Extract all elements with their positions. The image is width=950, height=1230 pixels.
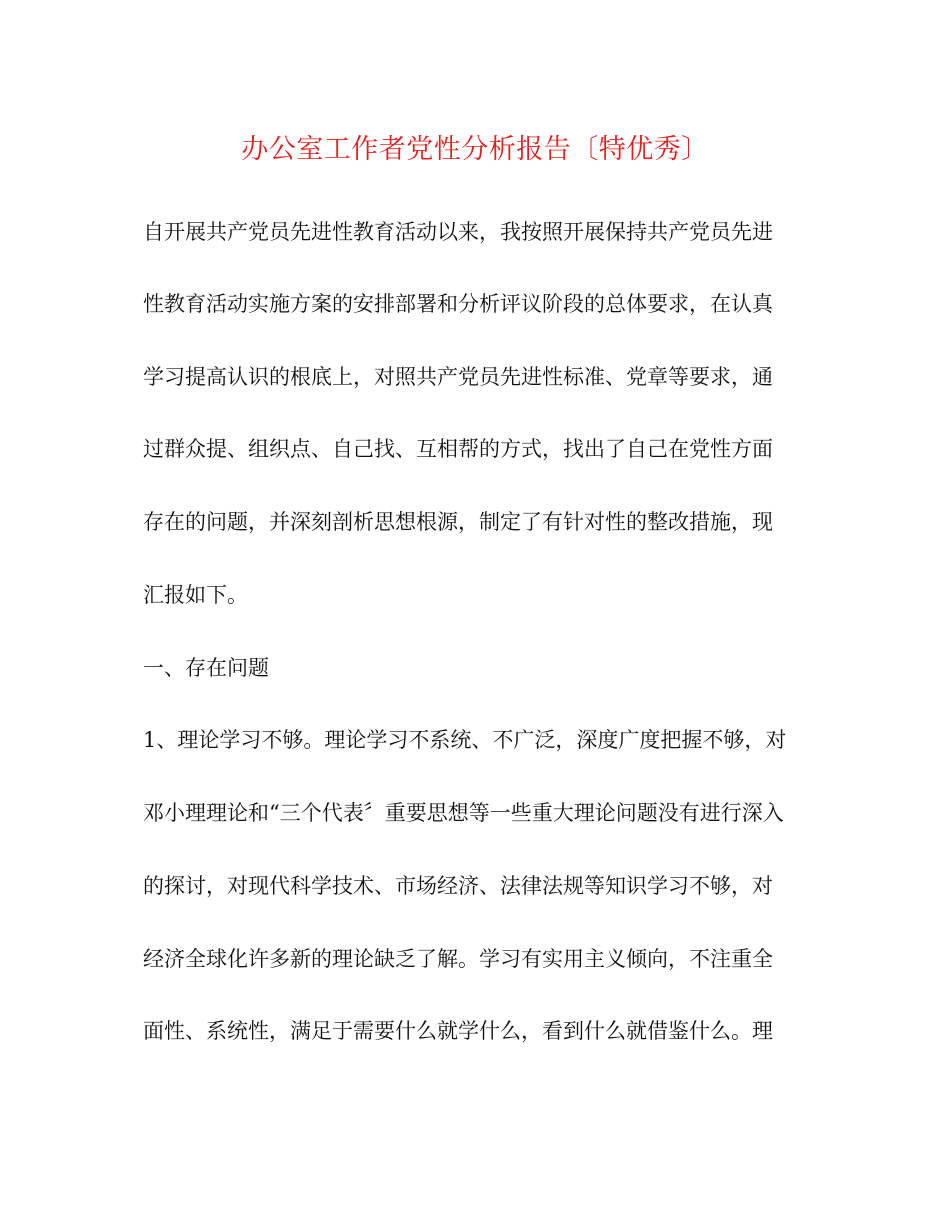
paragraph-line: 性教育活动实施方案的安排部署和分析评议阶段的总体要求，在认真: [143, 292, 773, 316]
paragraph-line: 过群众提、组织点、自己找、互相帮的方式，找出了自己在党性方面: [143, 437, 773, 461]
paragraph-line: 存在的问题，并深刻剖析思想根源，制定了有针对性的整改措施，现: [143, 510, 773, 534]
section-heading: 一、存在问题: [143, 656, 269, 680]
paragraph-line: 自开展共产党员先进性教育活动以来，我按照开展保持共产党员先进: [143, 220, 773, 244]
paragraph-line: 学习提高认识的根底上，对照共产党员先进性标准、党章等要求，通: [143, 365, 773, 389]
paragraph-line: 面性、系统性，满足于需要什么就学什么，看到什么就借鉴什么。理: [143, 1019, 773, 1043]
paragraph-line: 经济全球化许多新的理论缺乏了解。学习有实用主义倾向，不注重全: [143, 947, 773, 971]
paragraph-line: 汇报如下。: [143, 583, 248, 607]
paragraph-line: 的探讨，对现代科学技术、市场经济、法律法规等知识学习不够，对: [143, 874, 773, 898]
paragraph-line: 邓小理理论和“三个代表〞重要思想等一些重大理论问题没有进行深入: [143, 801, 784, 825]
paragraph-line: 1、理论学习不够。理论学习不系统、不广泛，深度广度把握不够，对: [143, 728, 787, 752]
document-title: 办公室工作者党性分析报告〔特优秀〕: [241, 134, 709, 165]
